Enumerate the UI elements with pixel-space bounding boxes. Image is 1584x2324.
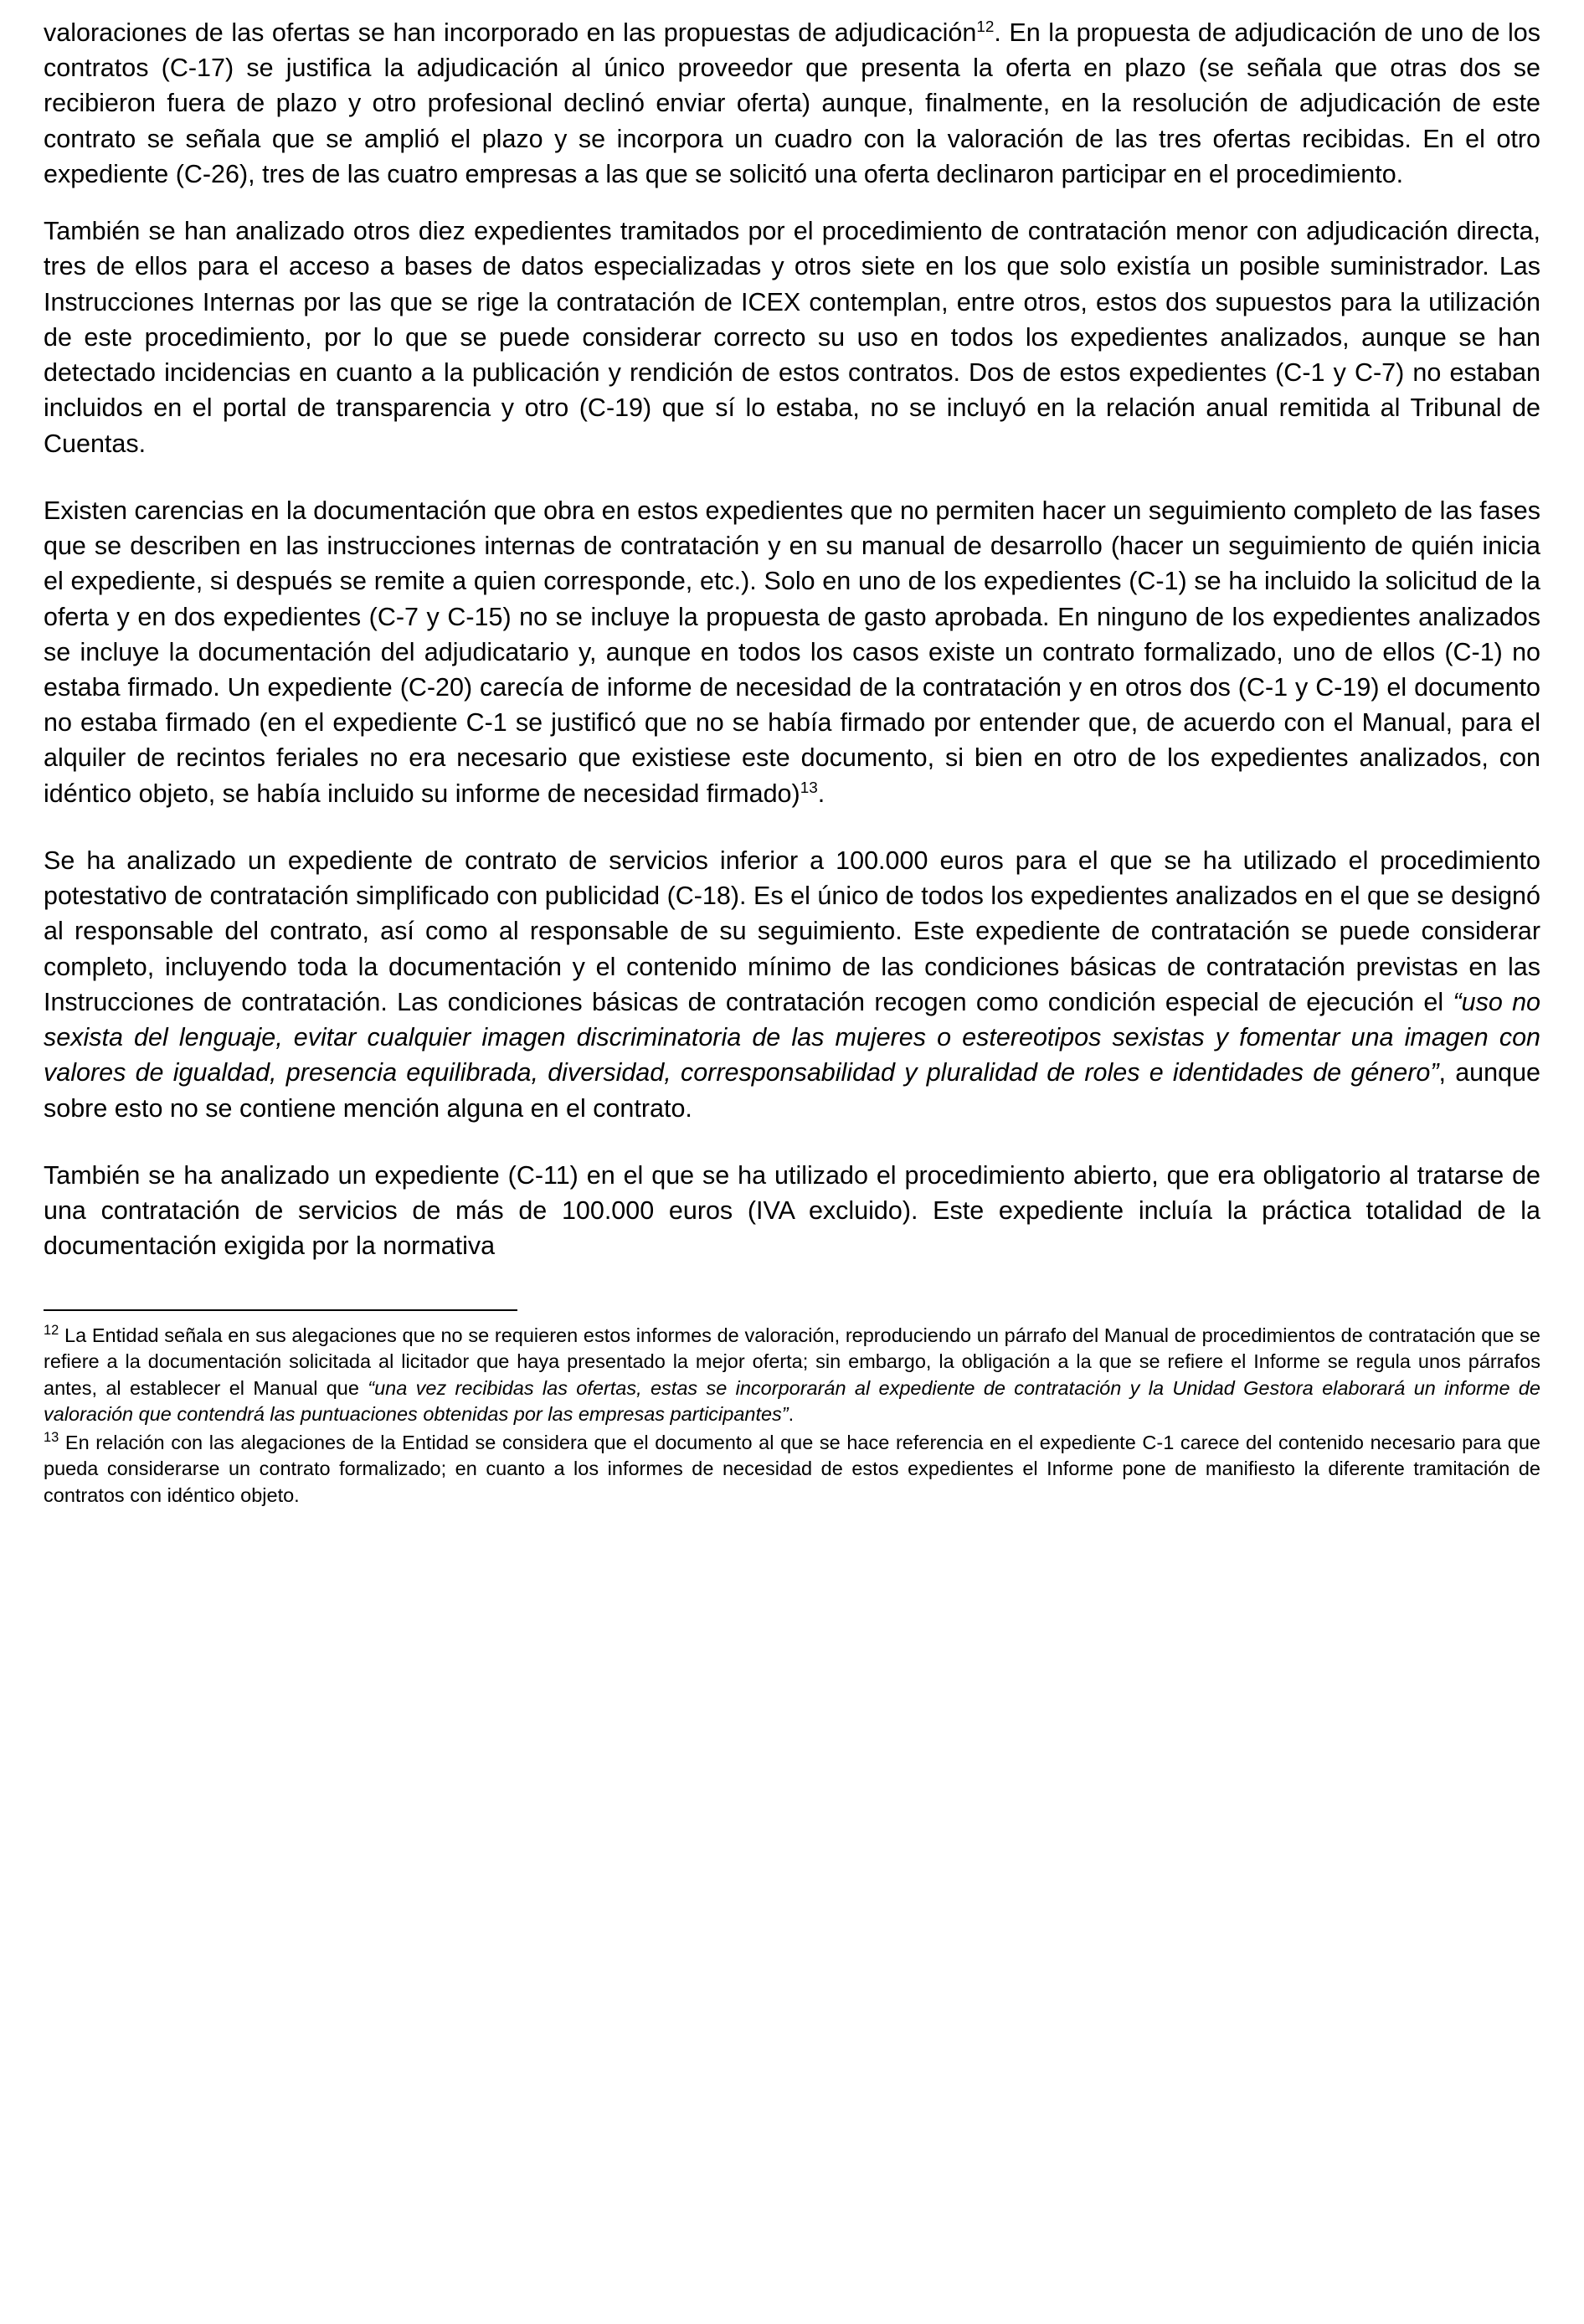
paragraph-5: También se ha analizado un expediente (C-11) en el que se ha utilizado el procedimiento abierto, que era obligatorio al tratarse de una contratación de servicios de más de 100.000 euros (IVA excluido). Este expediente incluía la práctica totalidad de la documentación exigida por la normativa [44,1160,1540,1261]
paragraph-3: Existen carencias en la documentación que obra en estos expedientes que no permiten hacer un seguimiento completo de las fases que se describen en las instrucciones internas de contratación y en su manual de desarrollo (hacer un seguimiento de quién inicia el expediente, si después se remite a quien corresponde, etc.). Solo en uno de los expedientes (C-1) se ha incluido la solicitud de la oferta y en dos expedientes (C-7 y C-15) no se incluye la propuesta de gasto aprobada. En ninguno de los expedientes analizados se incluye la documentación del adjudicatario y, aunque en todos los casos existe un contrato formalizado, uno de ellos (C-1) no estaba firmado. Un expediente (C-20) carecía de informe de necesidad de la contratación y en otros dos (C-1 y C-19) el documento no estaba firmado (en el expediente C-1 se justificó que no se había firmado por entender que, de acuerdo con el Manual, para el alquiler de recintos feriales no era necesario que existiese este documento, si bien en otro de los expedientes analizados, con idéntico objeto, se había incluido su informe de necesidad firmado)$^{13}$. [44,496,1540,808]
paragraph-2: También se han analizado otros diez expedientes tramitados por el procedimiento de contratación menor con adjudicación directa, tres de ellos para el acceso a bases de datos especializadas y otros siete en los que solo existía un posible suministrador. Las Instrucciones Internas por las que se rige la contratación de ICEX contemplan, entre otros, estos dos supuestos para la utilización de este procedimiento, por lo que se puede considerar correcto su uso en todos los expedientes analizados, aunque se han detectado incidencias en cuanto a la publicación y rendición de estos contratos. Dos de estos expedientes (C-1 y C-7) no estaban incluidos en el portal de transparencia y otro (C-19) que sí lo estaba, no se incluyó en la relación anual remitida al Tribunal de Cuentas. [44,217,1540,458]
footnote-12: $^{12}$ La Entidad señala en sus alegaciones que no se requieren estos informes de valoración, reproduciendo un párrafo del Manual de procedimientos de contratación que se refiere a la documentación solicitada al licitador que haya presentado la mejor oferta; sin embargo, la obligación a la que se refiere el Informe se regula unos párrafos antes, al establecer el Manual que “una vez recibidas las ofertas, estas se incorporarán al expediente de contratación y la Unidad Gestora elaborará un informe de valoración que contendrá las puntuaciones obtenidas por las empresas participantes”. [44,1322,1540,1426]
paragraph-gap [44,192,1540,213]
page-bottom-spacer [44,1511,1540,1612]
footnote-13: $^{13}$ En relación con las alegaciones de la Entidad se considera que el documento al que se hace referencia en el expediente C-1 carece del contenido necesario para que pueda considerarse un contrato formalizado; en cuanto a los informes de necesidad de estos expedientes el Informe pone de manifiesto la diferente tramitación de contratos con idéntico objeto. [44,1430,1540,1507]
paragraph-4: Se ha analizado un expediente de contrato de servicios inferior a 100.000 euros para el que se ha utilizado el procedimiento potestativo de contratación simplificado con publicidad (C-18). Es el único de todos los expedientes analizados en el que se designó al responsable del contrato, así como al responsable de su seguimiento. Este expediente de contratación se puede considerar completo, incluyendo toda la documentación y el contenido mínimo de las condiciones básicas de contratación previstas en las Instrucciones de contratación. Las condiciones básicas de contratación recogen como condición especial de ejecución el “uso no sexista del lenguaje, evitar cualquier imagen discriminatoria de las mujeres o estereotipos sexistas y fomentar una imagen con valores de igualdad, presencia equilibrada, diversidad, corresponsabilidad y pluralidad de roles e identidades de género”, aunque sobre esto no se contiene mención alguna en el contrato. [44,846,1540,1123]
paragraph-1: valoraciones de las ofertas se han incorporado en las propuestas de adjudicación$^{12}$. En la propuesta de adjudicación de uno de los contratos (C-17) se justifica la adjudicación al único proveedor que presenta la oferta en plazo (se señala que otras dos se recibieron fuera de plazo y otro profesional declinó enviar oferta) aunque, finalmente, en la resolución de adjudicación de este contrato se señala que se amplió el plazo y se incorpora un cuadro con la valoración de las tres ofertas recibidas. En el otro expediente (C-26), tres de las cuatro empresas a las que se solicitó una oferta declinaron participar en el procedimiento. [44,18,1540,188]
footnote-area [44,1309,1540,1509]
footnote-separator [44,1309,517,1311]
document-body [44,15,1540,1264]
